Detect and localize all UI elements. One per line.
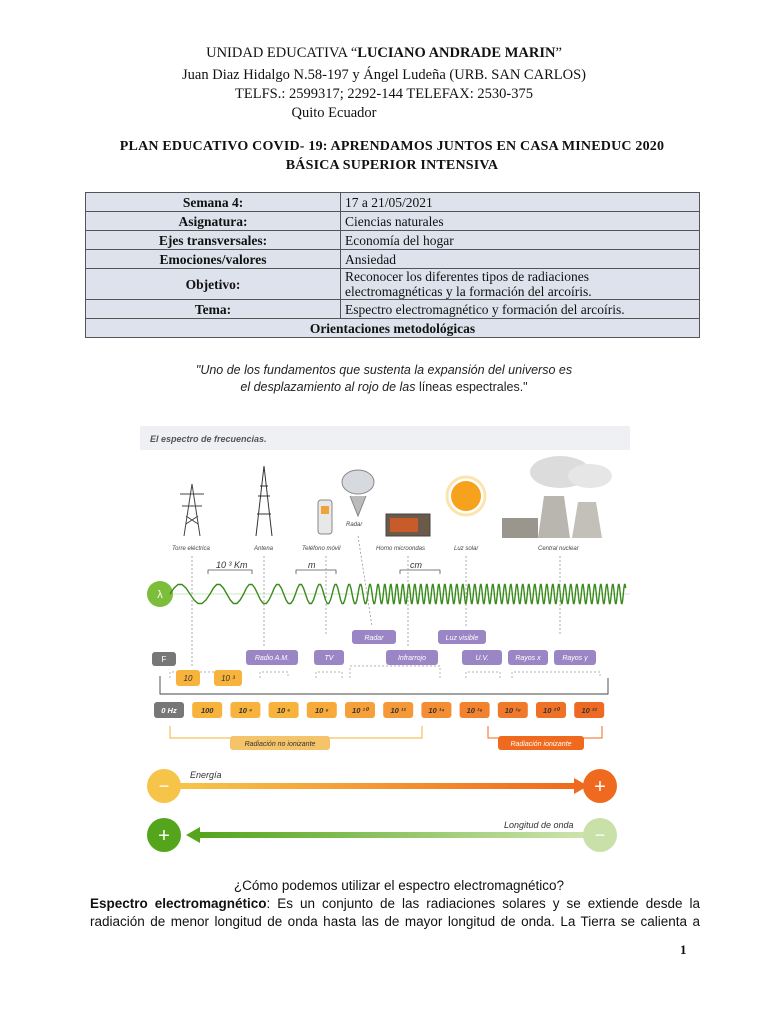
figure-title: El espectro de frecuencias. (150, 434, 267, 444)
source-label-nuclear: Central nuclear (538, 546, 579, 552)
freq-scale-label: 10 ²² (581, 706, 597, 715)
school-name: LUCIANO ANDRADE MARIN (357, 45, 556, 61)
body-question: ¿Cómo podemos utilizar el espectro electromagnético? (233, 878, 565, 893)
energy-arrow-shaft (180, 783, 574, 789)
source-label-tower: Torre eléctrica (172, 546, 210, 552)
row-label: Ejes transversales: (86, 231, 341, 250)
table-row (86, 212, 700, 231)
row-value: Espectro electromagnético y formación del arcoíris. (341, 300, 700, 319)
freq-scale-label: 10 ¹⁴ (428, 706, 445, 715)
source-label-mobile: Teléfono móvil (302, 546, 341, 552)
body-term: Espectro electromagnético (90, 896, 267, 911)
freq-scale-label: 10 ⁴ (238, 706, 253, 715)
energy-plus: + (594, 776, 606, 798)
sun-icon (447, 477, 485, 515)
wave-unit-m: m (308, 560, 316, 570)
page-number: 1 (680, 942, 687, 957)
plan-title-line2: BÁSICA SUPERIOR INTENSIVA (285, 158, 499, 173)
band-uv-label: U.V. (475, 655, 489, 662)
body-paragraph: Espectro electromagnético: Es un conjunto de las radiaciones solares y se extiende desde la radiación de menor longitud de onda hasta las de mayor longitud de onda. La Tierra se calienta a (90, 896, 700, 929)
band-radio-am-label: Radio A.M. (254, 655, 290, 662)
wavelength-label: Longitud de onda (504, 820, 574, 830)
freq-scale-label: 10 ¹² (390, 706, 406, 715)
antenna-icon (256, 466, 272, 536)
lambda-symbol: λ (157, 589, 163, 601)
wave-unit-km: 10 ³ Km (216, 560, 248, 570)
energy-minus: − (158, 776, 170, 796)
ionizing-label: Radiación ionizante (510, 741, 572, 748)
school-city: Quito Ecuador (291, 105, 377, 121)
source-label-sun: Luz solar (454, 546, 479, 552)
quote-line2: el desplazamiento al rojo de las líneas espectrales." (240, 380, 528, 394)
wavelength-plus: + (158, 825, 170, 847)
source-guide-lines (192, 536, 560, 666)
wavelength-minus: − (594, 825, 606, 845)
methodology-heading: Orientaciones metodológicas (86, 319, 700, 338)
table-footer-row (86, 319, 700, 338)
freq-scale-label: 10 ¹⁶ (466, 706, 483, 715)
table-row (86, 193, 700, 212)
band-infrared-label: Infrarrojo (397, 655, 427, 662)
wave-unit-brackets (208, 570, 440, 574)
freq-scale-label: 10 ²⁰ (543, 706, 559, 715)
frequency-symbol: F (161, 655, 167, 664)
source-label-antenna: Antena (254, 546, 274, 552)
freq-scale-label: 10 ⁸ (315, 706, 329, 715)
band-visible-light-label: Luz visible (445, 635, 479, 642)
row-label: Objetivo: (86, 269, 341, 300)
school-name-line: UNIDAD EDUCATIVA “LUCIANO ANDRADE MARIN” (206, 45, 562, 61)
band-x-rays-label: Rayos x (515, 655, 541, 662)
freq-scale-label: 10 ⁶ (276, 706, 291, 715)
row-label: Semana 4: (86, 193, 341, 212)
row-value: Ciencias naturales (341, 212, 700, 231)
row-label: Asignatura: (86, 212, 341, 231)
row-value: Ansiedad (341, 250, 700, 269)
freq-scale-label: 0 Hz (161, 706, 177, 715)
quote-line1: "Uno de los fundamentos que sustenta la expansión del universo es (195, 363, 573, 377)
nuclear-plant-icon (502, 456, 612, 538)
row-value: 17 a 21/05/2021 (341, 193, 700, 212)
source-label-radar: Radar (346, 522, 363, 528)
table-row (86, 231, 700, 250)
freq-low-1000-label: 10 ³ (221, 674, 235, 683)
power-tower-icon (180, 484, 204, 536)
band-tv-label: TV (324, 655, 334, 662)
radar-dish-icon (342, 470, 374, 516)
wavelength-arrow-shaft (200, 832, 592, 838)
frequency-spectrum-figure (140, 426, 630, 866)
row-label: Emociones/valores (86, 250, 341, 269)
table-row (86, 300, 700, 319)
freq-scale-label: 10 ¹⁰ (352, 706, 368, 715)
freq-scale-label: 100 (200, 706, 214, 715)
school-phones: TELFS.: 2599317; 2292-144 TELEFAX: 2530-375 (235, 86, 533, 102)
lesson-info-table (85, 192, 700, 338)
freq-low-10-label: 10 (183, 674, 193, 683)
non-ionizing-label: Radiación no ionizante (244, 741, 316, 748)
table-row (86, 250, 700, 269)
band-gamma-rays-label: Rayos γ (562, 655, 588, 662)
energy-label: Energía (190, 770, 222, 780)
band-radar-label: Radar (364, 635, 384, 642)
table-row (86, 269, 700, 300)
wave-unit-cm: cm (410, 560, 422, 570)
microwave-oven-icon (386, 514, 430, 536)
source-label-microwave: Horno microondas (376, 546, 426, 552)
plan-title-line1: PLAN EDUCATIVO COVID- 19: APRENDAMOS JUNTOS EN CASA MINEDUC 2020 (119, 139, 665, 154)
row-value: Economía del hogar (341, 231, 700, 250)
frequency-scale (154, 702, 604, 718)
school-address: Juan Diaz Hidalgo N.58-197 y Ángel Ludeña (URB. SAN CARLOS) (182, 67, 586, 83)
row-label: Tema: (86, 300, 341, 319)
row-value: Reconocer los diferentes tipos de radiaciones electromagnéticas y la formación del arcoíris. (341, 269, 700, 300)
wavelength-arrow-head (186, 827, 200, 843)
freq-scale-label: 10 ¹⁸ (504, 706, 521, 715)
mobile-phone-icon (318, 500, 332, 534)
